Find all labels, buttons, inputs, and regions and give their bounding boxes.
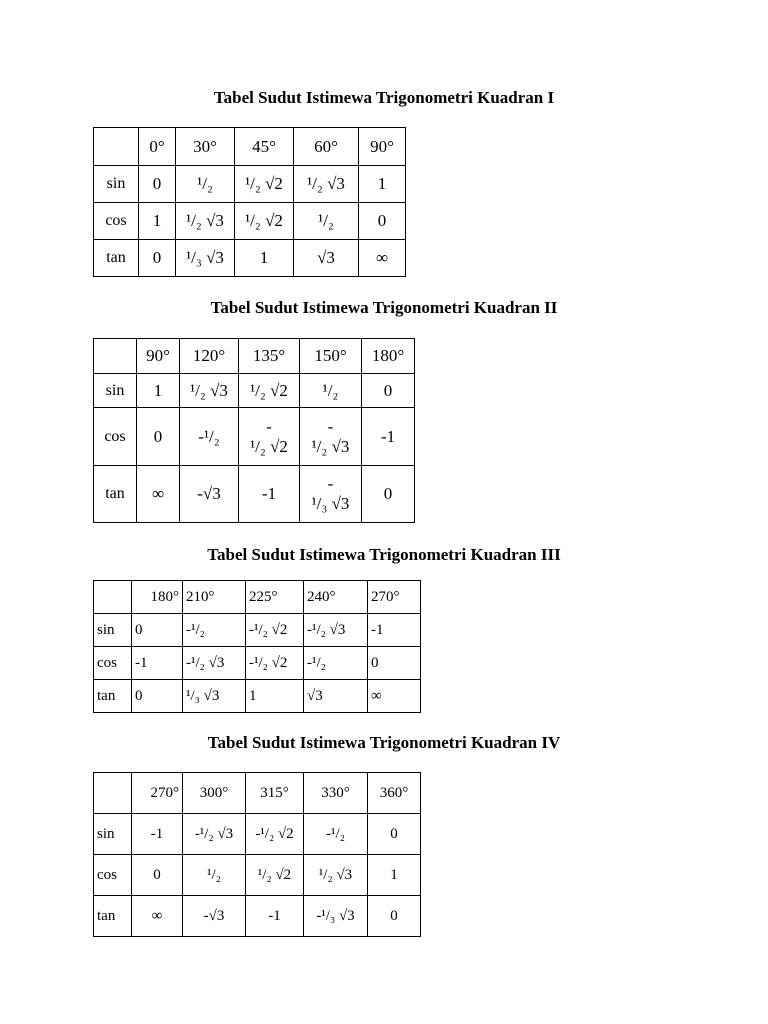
table-row bbox=[94, 203, 406, 240]
angle-header: 180° bbox=[362, 339, 415, 374]
value-cell: ¹/₂ √3 bbox=[176, 203, 235, 240]
table-row bbox=[94, 855, 421, 896]
value-cell: √3 bbox=[304, 680, 368, 713]
value-cell: - ¹/₂ √3 bbox=[300, 408, 362, 466]
value-cell: ¹/₂ bbox=[300, 374, 362, 408]
value-cell: -√3 bbox=[183, 896, 246, 937]
value-cell: -1 bbox=[239, 466, 300, 523]
value-cell: -√3 bbox=[180, 466, 239, 523]
value-cell: ∞ bbox=[132, 896, 183, 937]
table-row bbox=[94, 647, 421, 680]
value-cell: -1 bbox=[132, 647, 183, 680]
corner-cell bbox=[94, 339, 137, 374]
angle-header: 360° bbox=[368, 773, 421, 814]
value-cell: ¹/₂ bbox=[294, 203, 359, 240]
angle-header: 240° bbox=[304, 581, 368, 614]
value-cell: 0 bbox=[139, 240, 176, 277]
title-kuadran-3: Tabel Sudut Istimewa Trigonometri Kuadran III bbox=[207, 545, 561, 564]
table-row bbox=[94, 240, 406, 277]
value-cell: -¹/₂ √3 bbox=[183, 814, 246, 855]
value-cell: 1 bbox=[139, 203, 176, 240]
value-cell: 0 bbox=[359, 203, 406, 240]
title-kuadran-1: Tabel Sudut Istimewa Trigonometri Kuadran I bbox=[213, 88, 555, 107]
value-cell: -¹/₂ bbox=[183, 614, 246, 647]
value-cell: ¹/₃ √3 bbox=[176, 240, 235, 277]
corner-cell bbox=[94, 581, 132, 614]
value-cell: √3 bbox=[294, 240, 359, 277]
value-cell: -¹/₂ √3 bbox=[304, 614, 368, 647]
value-cell: 0 bbox=[139, 166, 176, 203]
angle-header: 0° bbox=[139, 128, 176, 166]
value-cell: 0 bbox=[368, 896, 421, 937]
value-cell: -1 bbox=[362, 408, 415, 466]
angle-header: 210° bbox=[183, 581, 246, 614]
table-header-row bbox=[94, 339, 415, 374]
value-cell: - ¹/₃ √3 bbox=[300, 466, 362, 523]
angle-header: 315° bbox=[246, 773, 304, 814]
value-cell: ¹/₂ √2 bbox=[235, 166, 294, 203]
value-cell: 0 bbox=[368, 814, 421, 855]
angle-header: 45° bbox=[235, 128, 294, 166]
value-cell: ¹/₂ √2 bbox=[235, 203, 294, 240]
value-cell: 1 bbox=[235, 240, 294, 277]
title-kuadran-4: Tabel Sudut Istimewa Trigonometri Kuadran IV bbox=[207, 733, 561, 752]
table-header-row bbox=[94, 128, 406, 166]
value-cell: -¹/₂ bbox=[304, 814, 368, 855]
angle-header: 150° bbox=[300, 339, 362, 374]
angle-header: 330° bbox=[304, 773, 368, 814]
function-label: cos bbox=[94, 647, 132, 680]
corner-cell bbox=[94, 773, 132, 814]
value-cell: 0 bbox=[132, 855, 183, 896]
value-cell: ¹/₂ √2 bbox=[239, 374, 300, 408]
value-cell: ∞ bbox=[137, 466, 180, 523]
angle-header: 90° bbox=[359, 128, 406, 166]
value-cell: 1 bbox=[359, 166, 406, 203]
function-label: tan bbox=[94, 466, 137, 523]
value-cell: -¹/₃ √3 bbox=[304, 896, 368, 937]
value-cell: 0 bbox=[368, 647, 421, 680]
table-kuadran-4 bbox=[93, 772, 421, 937]
value-cell: ¹/₂ √3 bbox=[294, 166, 359, 203]
value-cell: ¹/₂ bbox=[183, 855, 246, 896]
function-label: cos bbox=[94, 408, 137, 466]
table-kuadran-1 bbox=[93, 127, 406, 277]
angle-header: 135° bbox=[239, 339, 300, 374]
angle-header: 180° bbox=[132, 581, 183, 614]
value-cell: ¹/₂ √3 bbox=[304, 855, 368, 896]
value-cell: -¹/₂ √2 bbox=[246, 814, 304, 855]
title-kuadran-2: Tabel Sudut Istimewa Trigonometri Kuadran II bbox=[210, 298, 558, 317]
value-cell: 1 bbox=[368, 855, 421, 896]
corner-cell bbox=[94, 128, 139, 166]
angle-header: 90° bbox=[137, 339, 180, 374]
value-cell: -1 bbox=[246, 896, 304, 937]
table-row bbox=[94, 896, 421, 937]
function-label: cos bbox=[94, 855, 132, 896]
value-cell: ¹/₂ √2 bbox=[246, 855, 304, 896]
angle-header: 60° bbox=[294, 128, 359, 166]
function-label: sin bbox=[94, 374, 137, 408]
value-cell: 0 bbox=[137, 408, 180, 466]
table-row bbox=[94, 680, 421, 713]
table-row bbox=[94, 374, 415, 408]
value-cell: ¹/₃ √3 bbox=[183, 680, 246, 713]
angle-header: 30° bbox=[176, 128, 235, 166]
angle-header: 270° bbox=[368, 581, 421, 614]
table-row bbox=[94, 408, 415, 466]
angle-header: 270° bbox=[132, 773, 183, 814]
table-kuadran-3 bbox=[93, 580, 421, 713]
function-label: sin bbox=[94, 614, 132, 647]
value-cell: -¹/₂ √2 bbox=[246, 647, 304, 680]
value-cell: -¹/₂ bbox=[180, 408, 239, 466]
value-cell: -¹/₂ √2 bbox=[246, 614, 304, 647]
table-row bbox=[94, 466, 415, 523]
angle-header: 225° bbox=[246, 581, 304, 614]
value-cell: -1 bbox=[132, 814, 183, 855]
value-cell: 1 bbox=[246, 680, 304, 713]
angle-header: 300° bbox=[183, 773, 246, 814]
table-row bbox=[94, 814, 421, 855]
function-label: tan bbox=[94, 680, 132, 713]
function-label: tan bbox=[94, 896, 132, 937]
function-label: tan bbox=[94, 240, 139, 277]
value-cell: - ¹/₂ √2 bbox=[239, 408, 300, 466]
value-cell: ¹/₂ √3 bbox=[180, 374, 239, 408]
table-header-row bbox=[94, 581, 421, 614]
table-header-row bbox=[94, 773, 421, 814]
table-row bbox=[94, 614, 421, 647]
value-cell: 1 bbox=[137, 374, 180, 408]
value-cell: 0 bbox=[132, 680, 183, 713]
table-kuadran-2 bbox=[93, 338, 415, 523]
value-cell: ∞ bbox=[368, 680, 421, 713]
value-cell: 0 bbox=[362, 466, 415, 523]
value-cell: 0 bbox=[132, 614, 183, 647]
function-label: sin bbox=[94, 166, 139, 203]
value-cell: ∞ bbox=[359, 240, 406, 277]
value-cell: -¹/₂ bbox=[304, 647, 368, 680]
value-cell: -1 bbox=[368, 614, 421, 647]
function-label: cos bbox=[94, 203, 139, 240]
angle-header: 120° bbox=[180, 339, 239, 374]
value-cell: -¹/₂ √3 bbox=[183, 647, 246, 680]
table-row bbox=[94, 166, 406, 203]
value-cell: ¹/₂ bbox=[176, 166, 235, 203]
value-cell: 0 bbox=[362, 374, 415, 408]
function-label: sin bbox=[94, 814, 132, 855]
